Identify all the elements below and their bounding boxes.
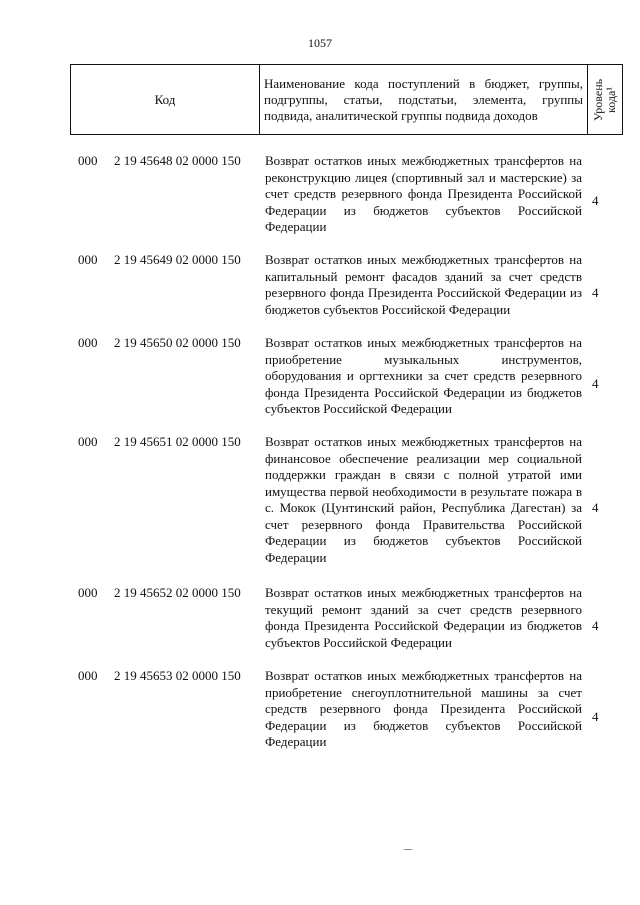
code-level: 4 bbox=[592, 193, 599, 208]
table-header bbox=[70, 64, 623, 135]
revenue-code: 2 19 45651 02 0000 150 bbox=[114, 434, 241, 449]
revenue-name: Возврат остатков иных межбюджетных трансфертов на текущий ремонт зданий за счет средств резервного фонда Президента Российской Федерации из бюджетов субъектов Российской Федерации bbox=[265, 585, 582, 650]
revenue-name: Возврат остатков иных межбюджетных трансфертов на приобретение снегоуплотнительной машины за счет средств резервного фонда Президента Российской Федерации из бюджетов субъектов Российской Федерации bbox=[265, 668, 582, 749]
revenue-name: Возврат остатков иных межбюджетных трансфертов на капитальный ремонт фасадов зданий за счет средств резервного фонда Президента Российской Федерации из бюджетов субъектов Российской Федерации bbox=[265, 252, 582, 317]
revenue-name: Возврат остатков иных межбюджетных трансфертов на приобретение музыкальных инструментов, оборудования и оргтехники за счет средств резервного фонда Президента Российской Федерации из бюджетов субъектов Российской Федерации bbox=[265, 335, 582, 416]
admin-code: 000 bbox=[78, 335, 98, 350]
code-level: 4 bbox=[592, 618, 599, 633]
code-level: 4 bbox=[592, 285, 599, 300]
scan-mark bbox=[404, 849, 412, 850]
admin-code: 000 bbox=[78, 153, 98, 168]
revenue-code: 2 19 45652 02 0000 150 bbox=[114, 585, 241, 600]
header-code: Код bbox=[71, 65, 260, 135]
header-level-label: Уровень кода¹ bbox=[591, 78, 618, 121]
code-level: 4 bbox=[592, 500, 599, 515]
revenue-code: 2 19 45648 02 0000 150 bbox=[114, 153, 241, 168]
admin-code: 000 bbox=[78, 585, 98, 600]
header-name: Наименование кода поступлений в бюджет, группы, подгруппы, статьи, подстатьи, элемента, группы подвида, аналитической группы подвида доходов bbox=[260, 65, 588, 135]
revenue-code: 2 19 45650 02 0000 150 bbox=[114, 335, 241, 350]
revenue-name: Возврат остатков иных межбюджетных трансфертов на реконструкцию лицея (спортивный зал и мастерские) за счет средств резервного фонда Президента Российской Федерации из бюджетов субъектов Российской Федерации bbox=[265, 153, 582, 234]
revenue-code: 2 19 45649 02 0000 150 bbox=[114, 252, 241, 267]
header-level bbox=[588, 65, 623, 135]
page-number: 1057 bbox=[308, 36, 332, 50]
revenue-name: Возврат остатков иных межбюджетных трансфертов на финансовое обеспечение реализации мер социальной поддержки граждан в связи с полной утратой ими имущества первой необходимости в результате пожара в с. Мокок (Цунтинский район, Республика Дагестан) за счет резервного фонда Правительства Российской Федерации из бюджетов субъектов Российской Федерации bbox=[265, 434, 582, 565]
code-level: 4 bbox=[592, 709, 599, 724]
code-level: 4 bbox=[592, 376, 599, 391]
admin-code: 000 bbox=[78, 434, 98, 449]
revenue-code: 2 19 45653 02 0000 150 bbox=[114, 668, 241, 683]
admin-code: 000 bbox=[78, 252, 98, 267]
admin-code: 000 bbox=[78, 668, 98, 683]
